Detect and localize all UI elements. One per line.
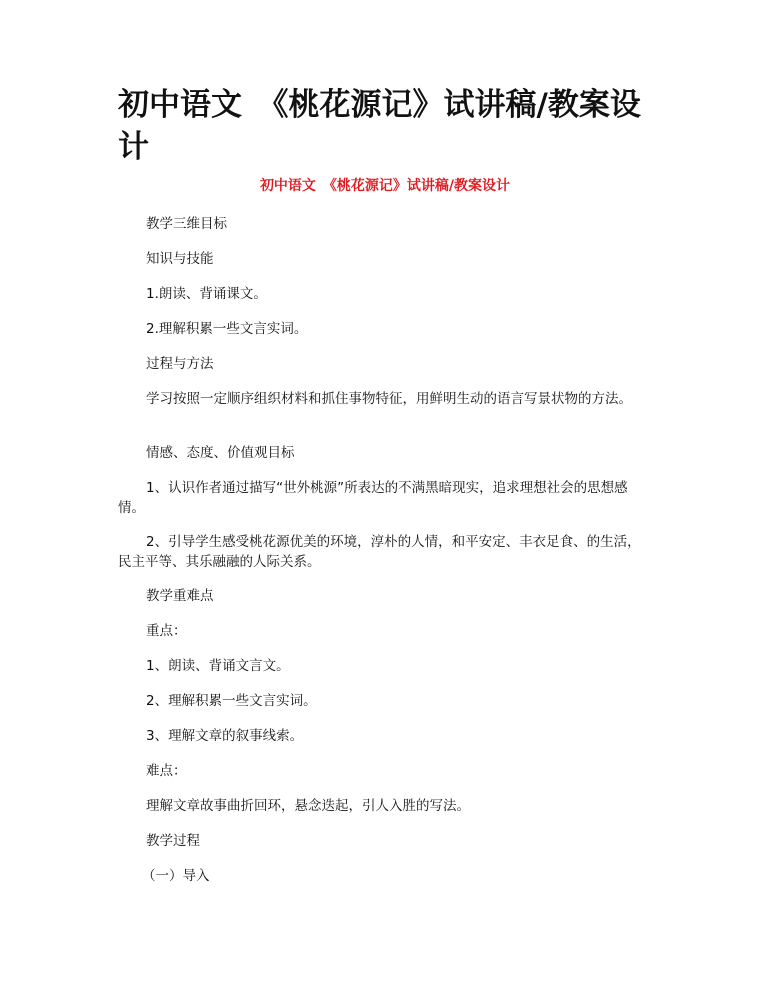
list-item: 2.理解积累一些文言实词。 xyxy=(146,321,308,337)
body-paragraph: 2、引导学生感受桃花源优美的环境，淳朴的人情，和平安定、丰衣足食、的生活，民主平等、其乐融融的人际关系。 xyxy=(118,534,641,570)
subheading-focus: 重点： xyxy=(146,623,187,639)
list-item: 2、理解积累一些文言实词。 xyxy=(146,693,317,709)
list-item: 1.朗读、背诵课文。 xyxy=(146,286,267,302)
document-subtitle: 初中语文 《桃花源记》试讲稿/教案设计 xyxy=(259,178,511,194)
subheading-knowledge-skills: 知识与技能 xyxy=(146,251,214,267)
subheading-process-method: 过程与方法 xyxy=(146,356,214,372)
subheading-difficulty: 难点： xyxy=(146,763,187,779)
list-item: 1、朗读、背诵文言文。 xyxy=(146,658,290,674)
subheading-emotion-values: 情感、态度、价值观目标 xyxy=(146,445,295,461)
section-heading-objectives: 教学三维目标 xyxy=(146,216,227,232)
body-paragraph: 学习按照一定顺序组织材料和抓住事物特征，用鲜明生动的语言写景状物的方法。 xyxy=(146,391,632,407)
document-title: 初中语文 《桃花源记》试讲稿/教案设计 xyxy=(118,87,641,165)
section-heading-key-points: 教学重难点 xyxy=(146,588,214,604)
list-item: 3、理解文章的叙事线索。 xyxy=(146,728,304,744)
subheading-introduction: （一）导入 xyxy=(142,868,210,884)
body-paragraph: 理解文章故事曲折回环，悬念迭起，引人入胜的写法。 xyxy=(146,798,470,814)
section-heading-process: 教学过程 xyxy=(146,833,200,849)
body-paragraph: 1、认识作者通过描写“世外桃源”所表达的不满黑暗现实，追求理想社会的思想感情。 xyxy=(118,480,628,516)
